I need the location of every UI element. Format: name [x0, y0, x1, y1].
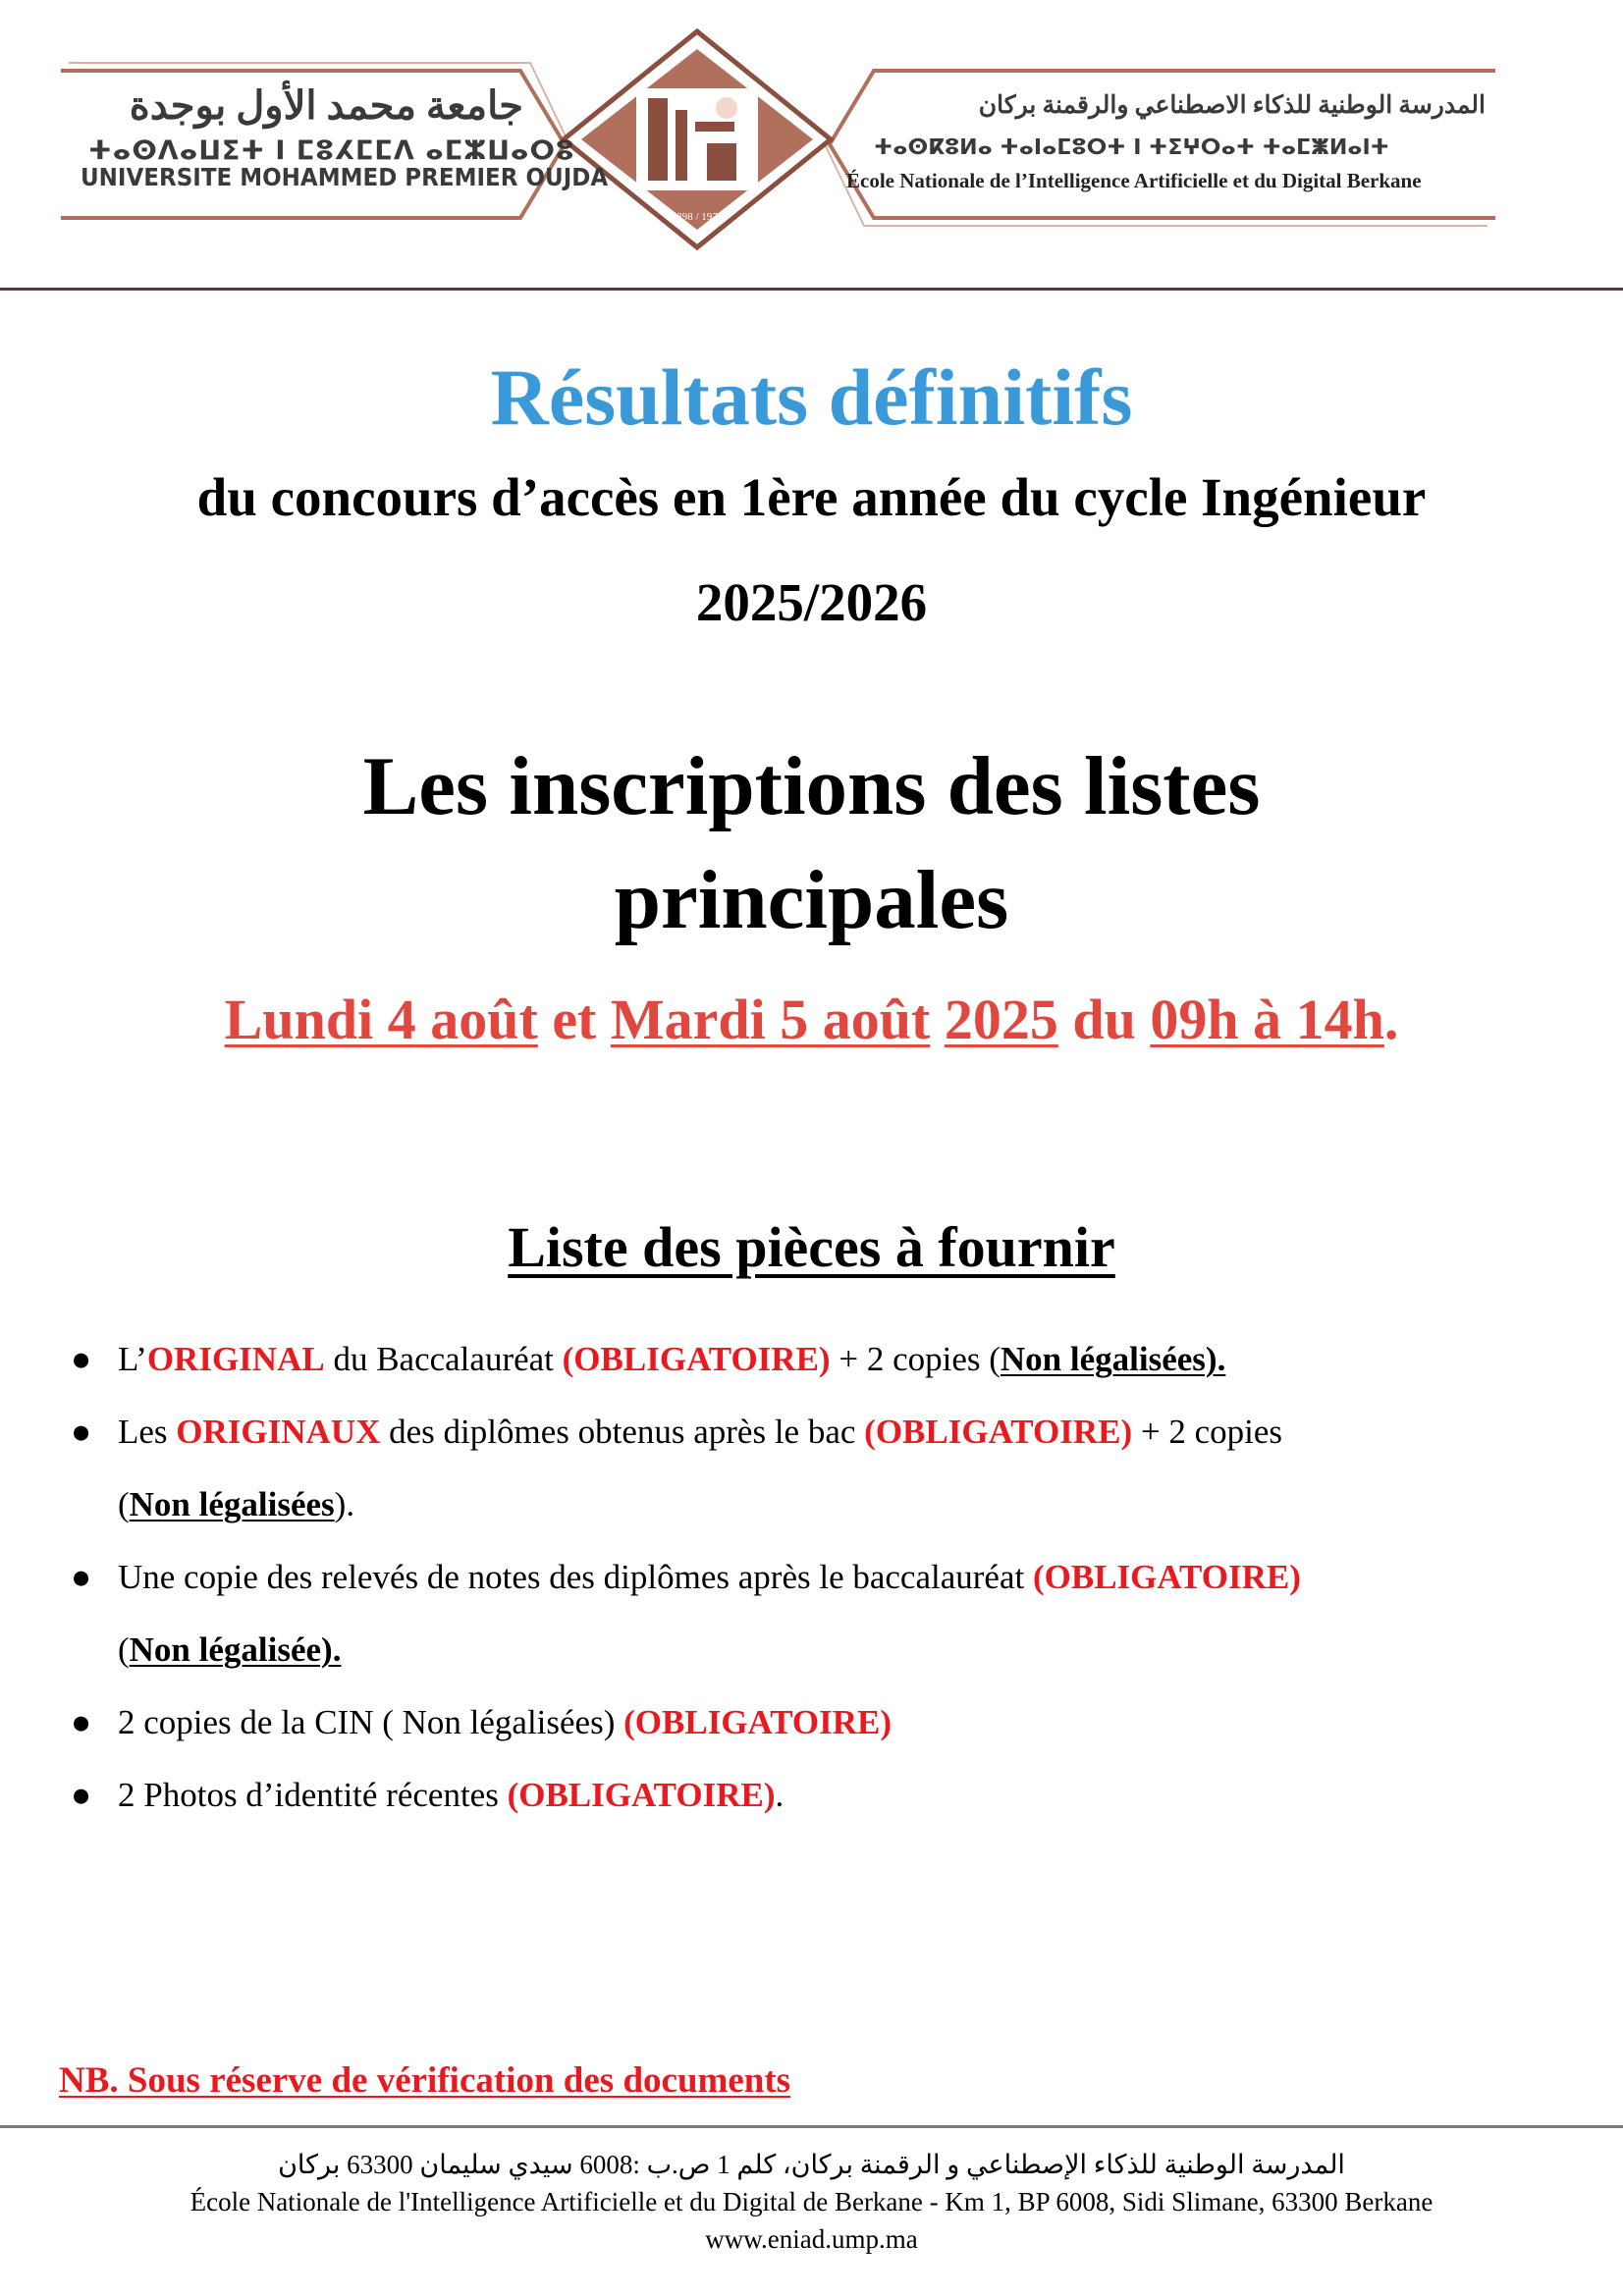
inscriptions-title-line1: Les inscriptions des listes: [362, 740, 1261, 832]
university-arabic-name: جامعة محمد الأول بوجدة: [129, 83, 523, 128]
item-obligatoire: (OBLIGATOIRE): [562, 1340, 831, 1378]
item-obligatoire: (OBLIGATOIRE): [507, 1776, 776, 1814]
bullet-icon: ●: [71, 1558, 92, 1596]
item-text: + 2 copies: [1132, 1413, 1283, 1451]
dates-and: et: [537, 988, 611, 1051]
item-text: L’: [118, 1340, 147, 1378]
item-text: ).: [334, 1485, 355, 1523]
school-name: École Nationale de l’Intelligence Artificielle et du Digital Berkane: [846, 169, 1422, 192]
item-text: .: [775, 1776, 784, 1814]
item-non-legalise: Non légalisées).: [1000, 1340, 1226, 1378]
footer-website: www.eniad.ump.ma: [705, 2224, 918, 2254]
footer-french-address: École Nationale de l'Intelligence Artificielle et du Digital de Berkane - Km 1, BP 6008, Sidi Slimane, 63300 Berkane: [189, 2187, 1434, 2216]
dates-space: [930, 988, 945, 1051]
item-text: du Baccalauréat: [324, 1340, 563, 1378]
item-highlight: ORIGINAL: [146, 1340, 325, 1378]
item-highlight: ORIGINAUX: [176, 1413, 381, 1451]
inscriptions-title-line2: principales: [614, 854, 1009, 946]
school-tifinagh-name: ⵜⴰⵙⴽⵓⵍⴰ ⵜⴰⵏⴰⵎⵓⵔⵜ ⵏ ⵜⵉⵖⵔⴰⵜ ⵜⴰⵎⵥⵍⴰⵏⵜ: [874, 135, 1389, 160]
item-text: des diplômes obtenus après le bac: [380, 1413, 865, 1451]
date-day1: Lundi 4 août: [224, 988, 538, 1051]
school-arabic-name: المدرسة الوطنية للذكاء الاصطناعي والرقمنة بركان: [978, 92, 1486, 119]
registration-dates: [0, 987, 1623, 1052]
pieces-title: Liste des pièces à fournir: [508, 1215, 1115, 1279]
item-non-legalise: Non légalisée).: [129, 1630, 342, 1669]
item-obligatoire: (OBLIGATOIRE): [864, 1413, 1133, 1451]
item-text: (: [118, 1630, 130, 1669]
bullet-icon: ●: [71, 1413, 92, 1451]
item-text: (: [118, 1485, 130, 1523]
date-day2: Mardi 5 août: [610, 988, 931, 1051]
item-obligatoire: (OBLIGATOIRE): [623, 1703, 893, 1741]
results-title: Résultats définitifs: [490, 352, 1133, 442]
footer-divider: [0, 2125, 1623, 2128]
item-text: + 2 copies (: [830, 1340, 1001, 1378]
item-non-legalise: Non légalisées: [129, 1485, 335, 1523]
date-year: 2025: [944, 988, 1058, 1051]
item-text: 2 copies de la CIN ( Non légalisées): [118, 1703, 624, 1741]
university-logo: [560, 27, 835, 251]
bullet-icon: ●: [71, 1703, 92, 1741]
item-obligatoire: (OBLIGATOIRE): [1032, 1558, 1301, 1596]
item-text: 2 Photos d’identité récentes: [118, 1776, 508, 1814]
university-name: UNIVERSITE MOHAMMED PREMIER OUJDA: [81, 163, 609, 191]
dates-end: .: [1383, 988, 1399, 1051]
nb-note: NB. Sous réserve de vérification des documents: [59, 2060, 791, 2101]
logo-years: 1398 / 1978: [671, 211, 724, 223]
header-divider: [0, 288, 1623, 291]
date-hours: 09h à 14h: [1150, 988, 1384, 1051]
footer-arabic-address: المدرسة الوطنية للذكاء الإصطناعي و الرقمنة بركان، كلم 1 ص.ب :6008 سيدي سليمان 63300 بركان: [278, 2150, 1345, 2179]
dates-du: du: [1057, 988, 1151, 1051]
academic-year: 2025/2026: [695, 572, 928, 632]
concours-subtitle: du concours d’accès en 1ère année du cycle Ingénieur: [196, 467, 1427, 527]
bullet-icon: ●: [71, 1340, 92, 1378]
item-text: Les: [118, 1413, 177, 1451]
bullet-icon: ●: [71, 1776, 92, 1814]
item-text: Une copie des relevés de notes des diplômes après le baccalauréat: [118, 1558, 1033, 1596]
university-tifinagh-name: ⵜⴰⵙⴷⴰⵡⵉⵜ ⵏ ⵎⵓⵃⵎⵎⴷ ⴰⵎⵣⵡⴰⵔⵓ: [88, 135, 575, 166]
